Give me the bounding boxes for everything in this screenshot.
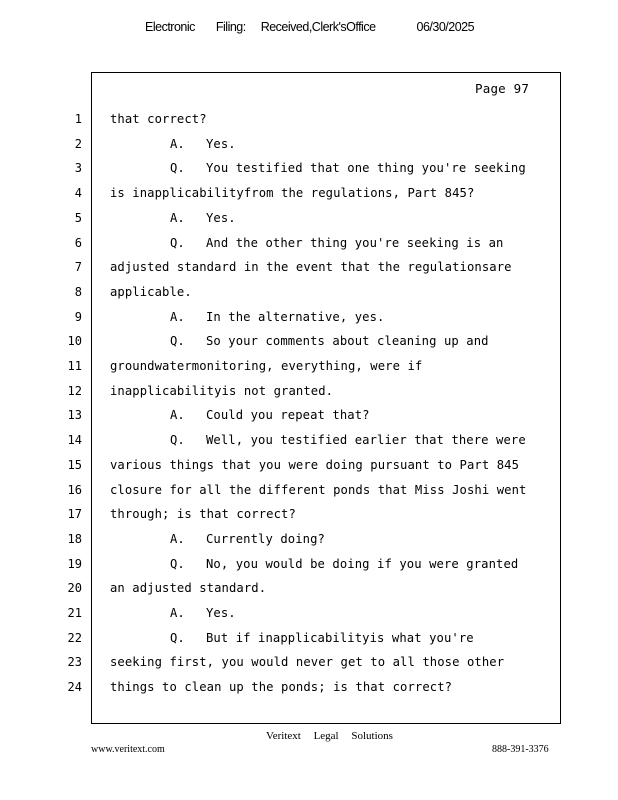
line-body: Yes. bbox=[206, 210, 236, 225]
line-number: 8 bbox=[74, 284, 82, 299]
line-body: So your comments about cleaning up and bbox=[206, 334, 489, 349]
line-text bbox=[170, 334, 489, 348]
line-body: seeking first, you would never get to all those other bbox=[110, 655, 505, 670]
line-body: And the other thing you're seeking is an bbox=[206, 235, 504, 250]
filing-stamp-part3: Received,Clerk'sOffice bbox=[260, 20, 376, 34]
line-text bbox=[110, 581, 266, 595]
speaker-marker: A. bbox=[170, 606, 185, 620]
line-text bbox=[110, 285, 192, 299]
line-text bbox=[110, 483, 527, 497]
line-number: 11 bbox=[67, 359, 82, 373]
line-body: applicable. bbox=[110, 284, 192, 299]
line-text bbox=[110, 655, 504, 669]
line-text bbox=[170, 161, 526, 175]
transcript-line bbox=[0, 206, 618, 231]
transcript-line bbox=[0, 255, 618, 280]
transcript-line bbox=[0, 379, 618, 404]
footer-company-word1: Veritext bbox=[266, 730, 301, 742]
line-text bbox=[170, 606, 236, 620]
line-body: things to clean up the ponds; is that correct? bbox=[110, 680, 453, 695]
line-body: an adjusted standard. bbox=[110, 581, 267, 596]
line-text bbox=[110, 112, 207, 126]
line-body: Well, you testified earlier that there were bbox=[206, 433, 526, 448]
line-text bbox=[170, 408, 370, 422]
speaker-marker: Q. bbox=[170, 235, 185, 250]
transcript-line bbox=[0, 428, 618, 453]
line-number: 12 bbox=[67, 383, 82, 398]
line-body: groundwatermonitoring, everything, were if bbox=[110, 359, 423, 373]
speaker-marker: A. bbox=[170, 136, 185, 151]
transcript-line bbox=[0, 576, 618, 601]
transcript-line bbox=[0, 305, 618, 330]
transcript-line bbox=[0, 478, 618, 503]
line-body: is inapplicabilityfrom the regulations, Part 845? bbox=[110, 186, 475, 201]
line-text bbox=[170, 557, 518, 571]
line-number: 1 bbox=[74, 112, 82, 126]
line-number: 4 bbox=[74, 186, 82, 201]
line-number: 7 bbox=[74, 260, 82, 275]
line-body: closure for all the different ponds that Miss Joshi went bbox=[110, 482, 527, 497]
line-body: Yes. bbox=[206, 606, 236, 620]
line-text bbox=[110, 680, 452, 694]
transcript-line bbox=[0, 181, 618, 206]
speaker-marker: Q. bbox=[170, 334, 185, 349]
footer-company-word2: Legal bbox=[313, 730, 339, 742]
line-body: adjusted standard in the event that the regulationsare bbox=[110, 260, 512, 275]
speaker-marker: Q. bbox=[170, 556, 185, 571]
filing-stamp-part1: Electronic bbox=[145, 20, 195, 34]
transcript-line bbox=[0, 527, 618, 552]
speaker-marker: A. bbox=[170, 210, 185, 225]
transcript-line bbox=[0, 354, 618, 379]
filing-stamp-part2: Filing: bbox=[215, 20, 246, 34]
line-number: 14 bbox=[67, 433, 82, 448]
filing-stamp-header bbox=[145, 20, 474, 34]
footer-company-word3: Solutions bbox=[351, 730, 393, 742]
line-number: 9 bbox=[74, 309, 82, 324]
line-number: 24 bbox=[67, 680, 82, 695]
footer-website: www.veritext.com bbox=[91, 744, 165, 755]
line-body: No, you would be doing if you were granted bbox=[206, 556, 519, 571]
line-text bbox=[110, 458, 519, 472]
line-body: Could you repeat that? bbox=[206, 408, 370, 423]
line-text bbox=[110, 359, 422, 373]
speaker-marker: A. bbox=[170, 309, 185, 324]
transcript-line bbox=[0, 650, 618, 675]
line-number: 19 bbox=[67, 556, 82, 571]
line-number: 5 bbox=[74, 210, 82, 225]
speaker-marker: A. bbox=[170, 408, 185, 423]
line-text bbox=[170, 310, 385, 324]
transcript-line bbox=[0, 132, 618, 157]
line-text bbox=[170, 532, 325, 546]
transcript-line bbox=[0, 453, 618, 478]
line-body: In the alternative, yes. bbox=[206, 309, 385, 324]
speaker-marker: Q. bbox=[170, 161, 185, 176]
line-body: various things that you were doing pursuant to Part 845 bbox=[110, 457, 520, 472]
line-text bbox=[170, 137, 236, 151]
line-text bbox=[110, 507, 296, 521]
transcript-line bbox=[0, 675, 618, 700]
transcript-line bbox=[0, 156, 618, 181]
line-text bbox=[110, 384, 333, 398]
page-number: Page 97 bbox=[475, 81, 530, 96]
line-number: 23 bbox=[67, 655, 82, 670]
line-text bbox=[110, 260, 512, 274]
line-body: that correct? bbox=[110, 112, 207, 126]
line-number: 10 bbox=[67, 334, 82, 349]
transcript-line bbox=[0, 107, 618, 132]
transcript-line bbox=[0, 626, 618, 651]
filing-stamp-date: 06/30/2025 bbox=[416, 20, 475, 34]
transcript-line bbox=[0, 403, 618, 428]
transcript-line bbox=[0, 601, 618, 626]
speaker-marker: A. bbox=[170, 531, 185, 546]
transcript-line bbox=[0, 502, 618, 527]
line-number: 21 bbox=[67, 606, 82, 620]
line-number: 13 bbox=[67, 408, 82, 423]
line-body: through; is that correct? bbox=[110, 507, 296, 522]
line-number: 17 bbox=[67, 507, 82, 522]
line-text bbox=[170, 433, 526, 447]
transcript-line bbox=[0, 280, 618, 305]
transcript-line bbox=[0, 552, 618, 577]
line-text bbox=[170, 631, 474, 645]
line-body: You testified that one thing you're seeking bbox=[206, 161, 526, 176]
line-text bbox=[170, 211, 236, 225]
transcript-line bbox=[0, 329, 618, 354]
line-text bbox=[110, 186, 474, 200]
line-number: 22 bbox=[67, 630, 82, 645]
speaker-marker: Q. bbox=[170, 630, 185, 645]
line-text bbox=[170, 236, 504, 250]
line-body: inapplicabilityis not granted. bbox=[110, 383, 334, 398]
transcript-line bbox=[0, 231, 618, 256]
speaker-marker: Q. bbox=[170, 433, 185, 448]
line-number: 16 bbox=[67, 482, 82, 497]
line-number: 15 bbox=[67, 457, 82, 472]
line-number: 20 bbox=[67, 581, 82, 596]
footer-phone: 888-391-3376 bbox=[492, 744, 549, 755]
line-body: But if inapplicabilityis what you're bbox=[206, 630, 474, 645]
line-number: 3 bbox=[74, 161, 82, 176]
line-number: 6 bbox=[74, 235, 82, 250]
line-body: Yes. bbox=[206, 136, 236, 151]
footer-company bbox=[266, 730, 403, 742]
line-number: 2 bbox=[74, 136, 82, 151]
line-body: Currently doing? bbox=[206, 531, 325, 546]
line-number: 18 bbox=[67, 531, 82, 546]
